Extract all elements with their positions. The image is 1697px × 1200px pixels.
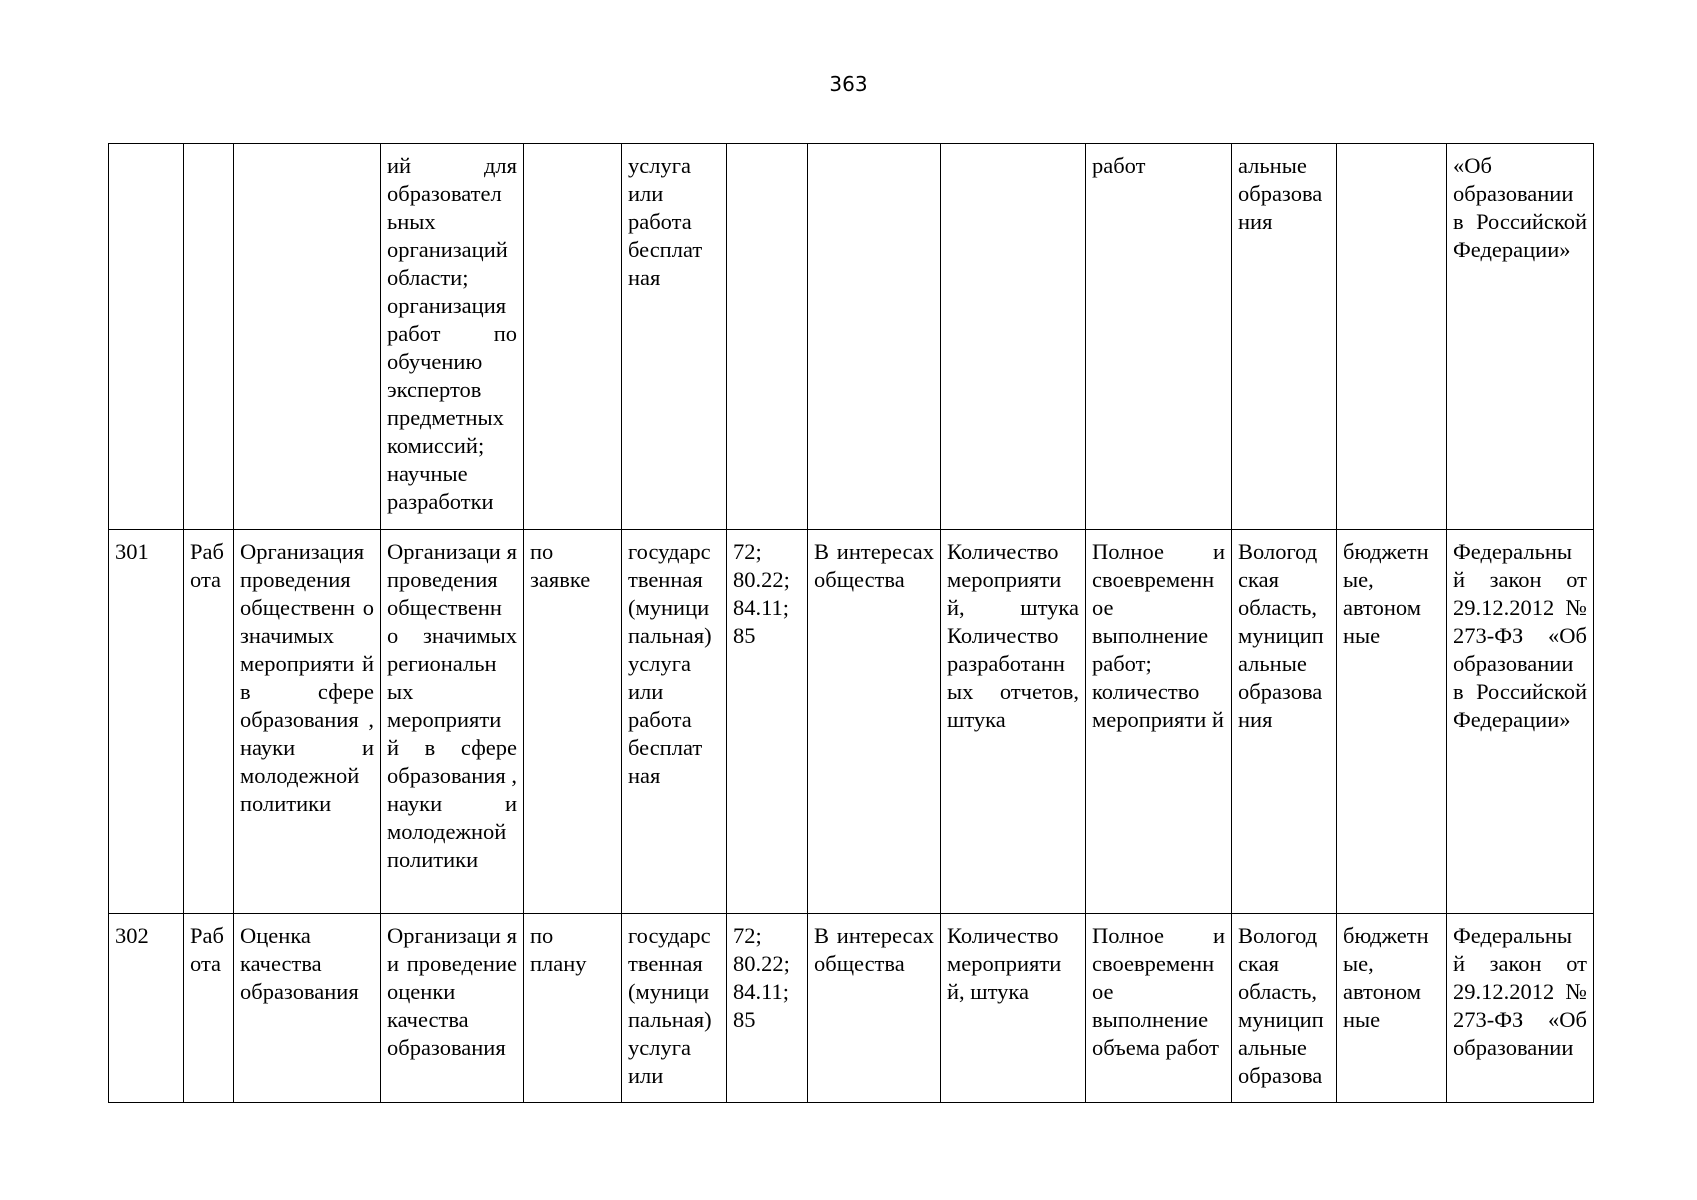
cell-kind (184, 144, 234, 530)
cell-delivery-terms: по заявке (524, 530, 622, 914)
page-number: 363 (829, 72, 868, 96)
cell-quality-indicators: Полное и своевременн ое выполнение работ; количество мероприяти й (1086, 530, 1232, 914)
cell-institution-type: бюджетн ые, автоном ные (1337, 914, 1447, 1103)
cell-institution-type (1337, 144, 1447, 530)
table-row (109, 914, 1594, 1103)
cell-payment-type: государс твенная (муници пальная) услуга или работа бесплат ная (622, 530, 727, 914)
cell-okved-codes: 72; 80.22; 84.11; 85 (727, 530, 808, 914)
cell-content: Организаци я и проведение оценки качества образования (381, 914, 524, 1103)
cell-content: Организаци я проведения общественн о значимых региональн ых мероприяти й в сфере образования , науки и молодежной политики (381, 530, 524, 914)
cell-payment-type: государс твенная (муници пальная) услуга или (622, 914, 727, 1103)
cell-kind: Раб ота (184, 530, 234, 914)
cell-consumers (808, 144, 941, 530)
cell-volume-indicators: Количество мероприяти й, штука Количество разработанн ых отчетов, штука (941, 530, 1086, 914)
cell-quality-indicators: работ (1086, 144, 1232, 530)
cell-consumers: В интересах общества (808, 914, 941, 1103)
cell-legal-basis: Федеральны й закон от 29.12.2012 № 273-ФЗ «Об образовании (1447, 914, 1594, 1103)
cell-volume-indicators (941, 144, 1086, 530)
cell-territory: альные образова ния (1232, 144, 1337, 530)
cell-number: 301 (109, 530, 184, 914)
cell-service-name: Оценка качества образования (234, 914, 381, 1103)
cell-institution-type: бюджетн ые, автоном ные (1337, 530, 1447, 914)
cell-number: 302 (109, 914, 184, 1103)
cell-service-name: Организация проведения общественн о значимых мероприяти й в сфере образования , науки и молодежной политики (234, 530, 381, 914)
cell-content: ий для образовател ьных организаций области; организация работ по обучению экспертов предметных комиссий; научные разработки (381, 144, 524, 530)
services-register-table (108, 143, 1594, 1103)
cell-legal-basis: «Об образовании в Российской Федерации» (1447, 144, 1594, 530)
cell-service-name (234, 144, 381, 530)
cell-okved-codes: 72; 80.22; 84.11; 85 (727, 914, 808, 1103)
table-row (109, 144, 1594, 530)
cell-consumers: В интересах общества (808, 530, 941, 914)
cell-territory: Вологод ская область, муницип альные образова (1232, 914, 1337, 1103)
cell-payment-type: услуга или работа бесплат ная (622, 144, 727, 530)
cell-quality-indicators: Полное и своевременн ое выполнение объема работ (1086, 914, 1232, 1103)
cell-okved-codes (727, 144, 808, 530)
cell-delivery-terms: по плану (524, 914, 622, 1103)
cell-volume-indicators: Количество мероприяти й, штука (941, 914, 1086, 1103)
cell-kind: Раб ота (184, 914, 234, 1103)
table-row (109, 530, 1594, 914)
cell-territory: Вологод ская область, муницип альные образова ния (1232, 530, 1337, 914)
cell-number (109, 144, 184, 530)
cell-legal-basis: Федеральны й закон от 29.12.2012 № 273-ФЗ «Об образовании в Российской Федерации» (1447, 530, 1594, 914)
cell-delivery-terms (524, 144, 622, 530)
